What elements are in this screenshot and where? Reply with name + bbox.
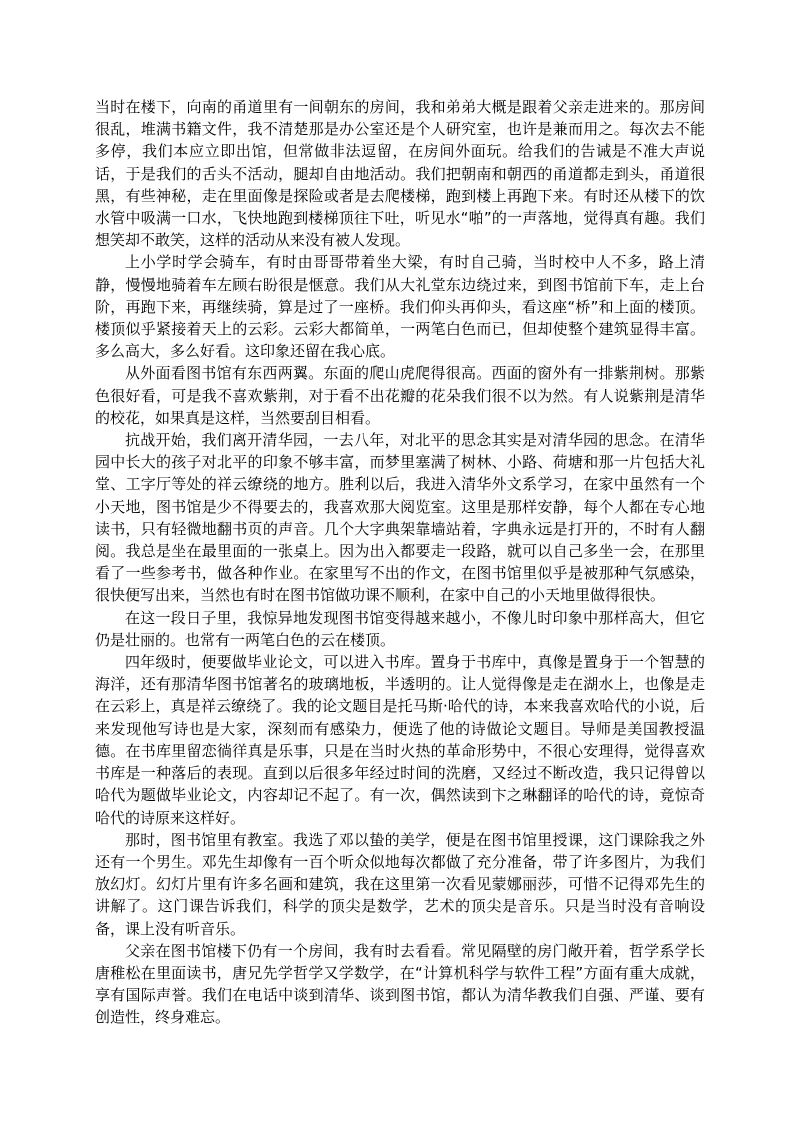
paragraph-2: 上小学时学会骑车，有时由哥哥带着坐大梁，有时自己骑，当时校中人不多，路上清静，慢慢地骑着车左顾右盼很是惬意。我们从大礼堂东边绕过来，到图书馆前下车，走上台阶，再跑下来，再继续骑，算是过了一座桥。我们仰头再仰头，看这座“桥”和上面的楼顶。楼顶似乎紧接着天上的云彩。云彩大都简单，一两笔白色而已，但却使整个建筑显得丰富。多么高大，多么好看。这印象还留在我心底。 [95,253,705,361]
paragraph-1: 当时在楼下，向南的甬道里有一间朝东的房间，我和弟弟大概是跟着父亲走进来的。那房间很乱，堆满书籍文件，我不清楚那是办公室还是个人研究室，也许是兼而用之。每次去不能多停，我们本应立即出馆，但常做非法逗留，在房间外面玩。给我们的告诫是不准大声说话，于是我们的舌头不活动，腿却自由地活动。我们把朝南和朝西的甬道都走到头，甬道很黑，有些神秘，走在里面像是探险或者是去爬楼梯，跑到楼上再跑下来。有时还从楼下的饮水管中吸满一口水，飞快地跑到楼梯顶往下吐，听见水“啪”的一声落地，觉得真有趣。我们想笑却不敢笑，这样的活动从来没有被人发现。 [95,98,705,250]
paragraph-5: 在这一段日子里，我惊异地发现图书馆变得越来越小，不像儿时印象中那样高大，但它仍是壮丽的。也常有一两笔白色的云在楼顶。 [95,608,705,649]
paragraph-7: 那时，图书馆里有教室。我选了邓以蛰的美学，便是在图书馆里授课，这门课除我之外还有一个男生。邓先生却像有一百个听众似地每次都做了充分准备，带了许多图片，为我们放幻灯。幻灯片里有许多名画和建筑，我在这里第一次看见蒙娜丽莎，可惜不记得邓先生的讲解了。这门课告诉我们，科学的顶尖是数学，艺术的顶尖是音乐。只是当时没有音响设备，课上没有听音乐。 [95,830,705,938]
document-page [95,96,705,1029]
paragraph-4: 抗战开始，我们离开清华园，一去八年，对北平的思念其实是对清华园的思念。在清华园中长大的孩子对北平的印象不够丰富，而梦里塞满了树林、小路、荷塘和那一片包括大礼堂、工字厅等处的祥云缭绕的地方。胜利以后，我进入清华外文系学习，在家中虽然有一个小天地，图书馆是少不得要去的，我喜欢那大阅览室。这里是那样安静，每个人都在专心地读书，只有轻微地翻书页的声音。几个大字典架靠墙站着，字典永远是打开的，不时有人翻阅。我总是坐在最里面的一张桌上。因为出入都要走一段路，就可以自己多坐一会，在那里看了一些参考书，做各种作业。在家里写不出的作文，在图书馆里似乎是被那种气氛感染，很快便写出来，当然也有时在图书馆做功课不顺利，在家中自己的小天地里做得很快。 [95,431,705,605]
paragraph-8: 父亲在图书馆楼下仍有一个房间，我有时去看看。常见隔壁的房门敞开着，哲学系学长唐稚松在里面读书，唐兄先学哲学又学数学，在“计算机科学与软件工程”方面有重大成就，享有国际声誉。我们在电话中谈到清华、谈到图书馆，都认为清华教我们自强、严谨、要有创造性，终身难忘。 [95,941,705,1027]
paragraph-3: 从外面看图书馆有东西两翼。东面的爬山虎爬得很高。西面的窗外有一排紫荆树。那紫色很好看，可是我不喜欢紫荆，对于看不出花瓣的花朵我们很不以为然。有人说紫荆是清华的校花，如果真是这样，当然要刮目相看。 [95,364,705,427]
paragraph-6: 四年级时，便要做毕业论文，可以进入书库。置身于书库中，真像是置身于一个智慧的海洋，还有那清华图书馆著名的玻璃地板，半透明的。让人觉得像是走在湖水上，也像是走在云彩上，真是祥云缭绕了。我的论文题目是托马斯·哈代的诗，本来我喜欢哈代的小说，后来发现他写诗也是大家，深刻而有感染力，便选了他的诗做论文题目。导师是美国教授温德。在书库里留恋徜徉真是乐事，只是在当时火热的革命形势中，不很心安理得，觉得喜欢书库是一种落后的表现。直到以后很多年经过时间的洗磨，又经过不断改造，我只记得曾以哈代为题做毕业论文，内容却记不起了。有一次，偶然读到卞之琳翻译的哈代的诗，竟惊奇哈代的诗原来这样好。 [95,653,705,827]
